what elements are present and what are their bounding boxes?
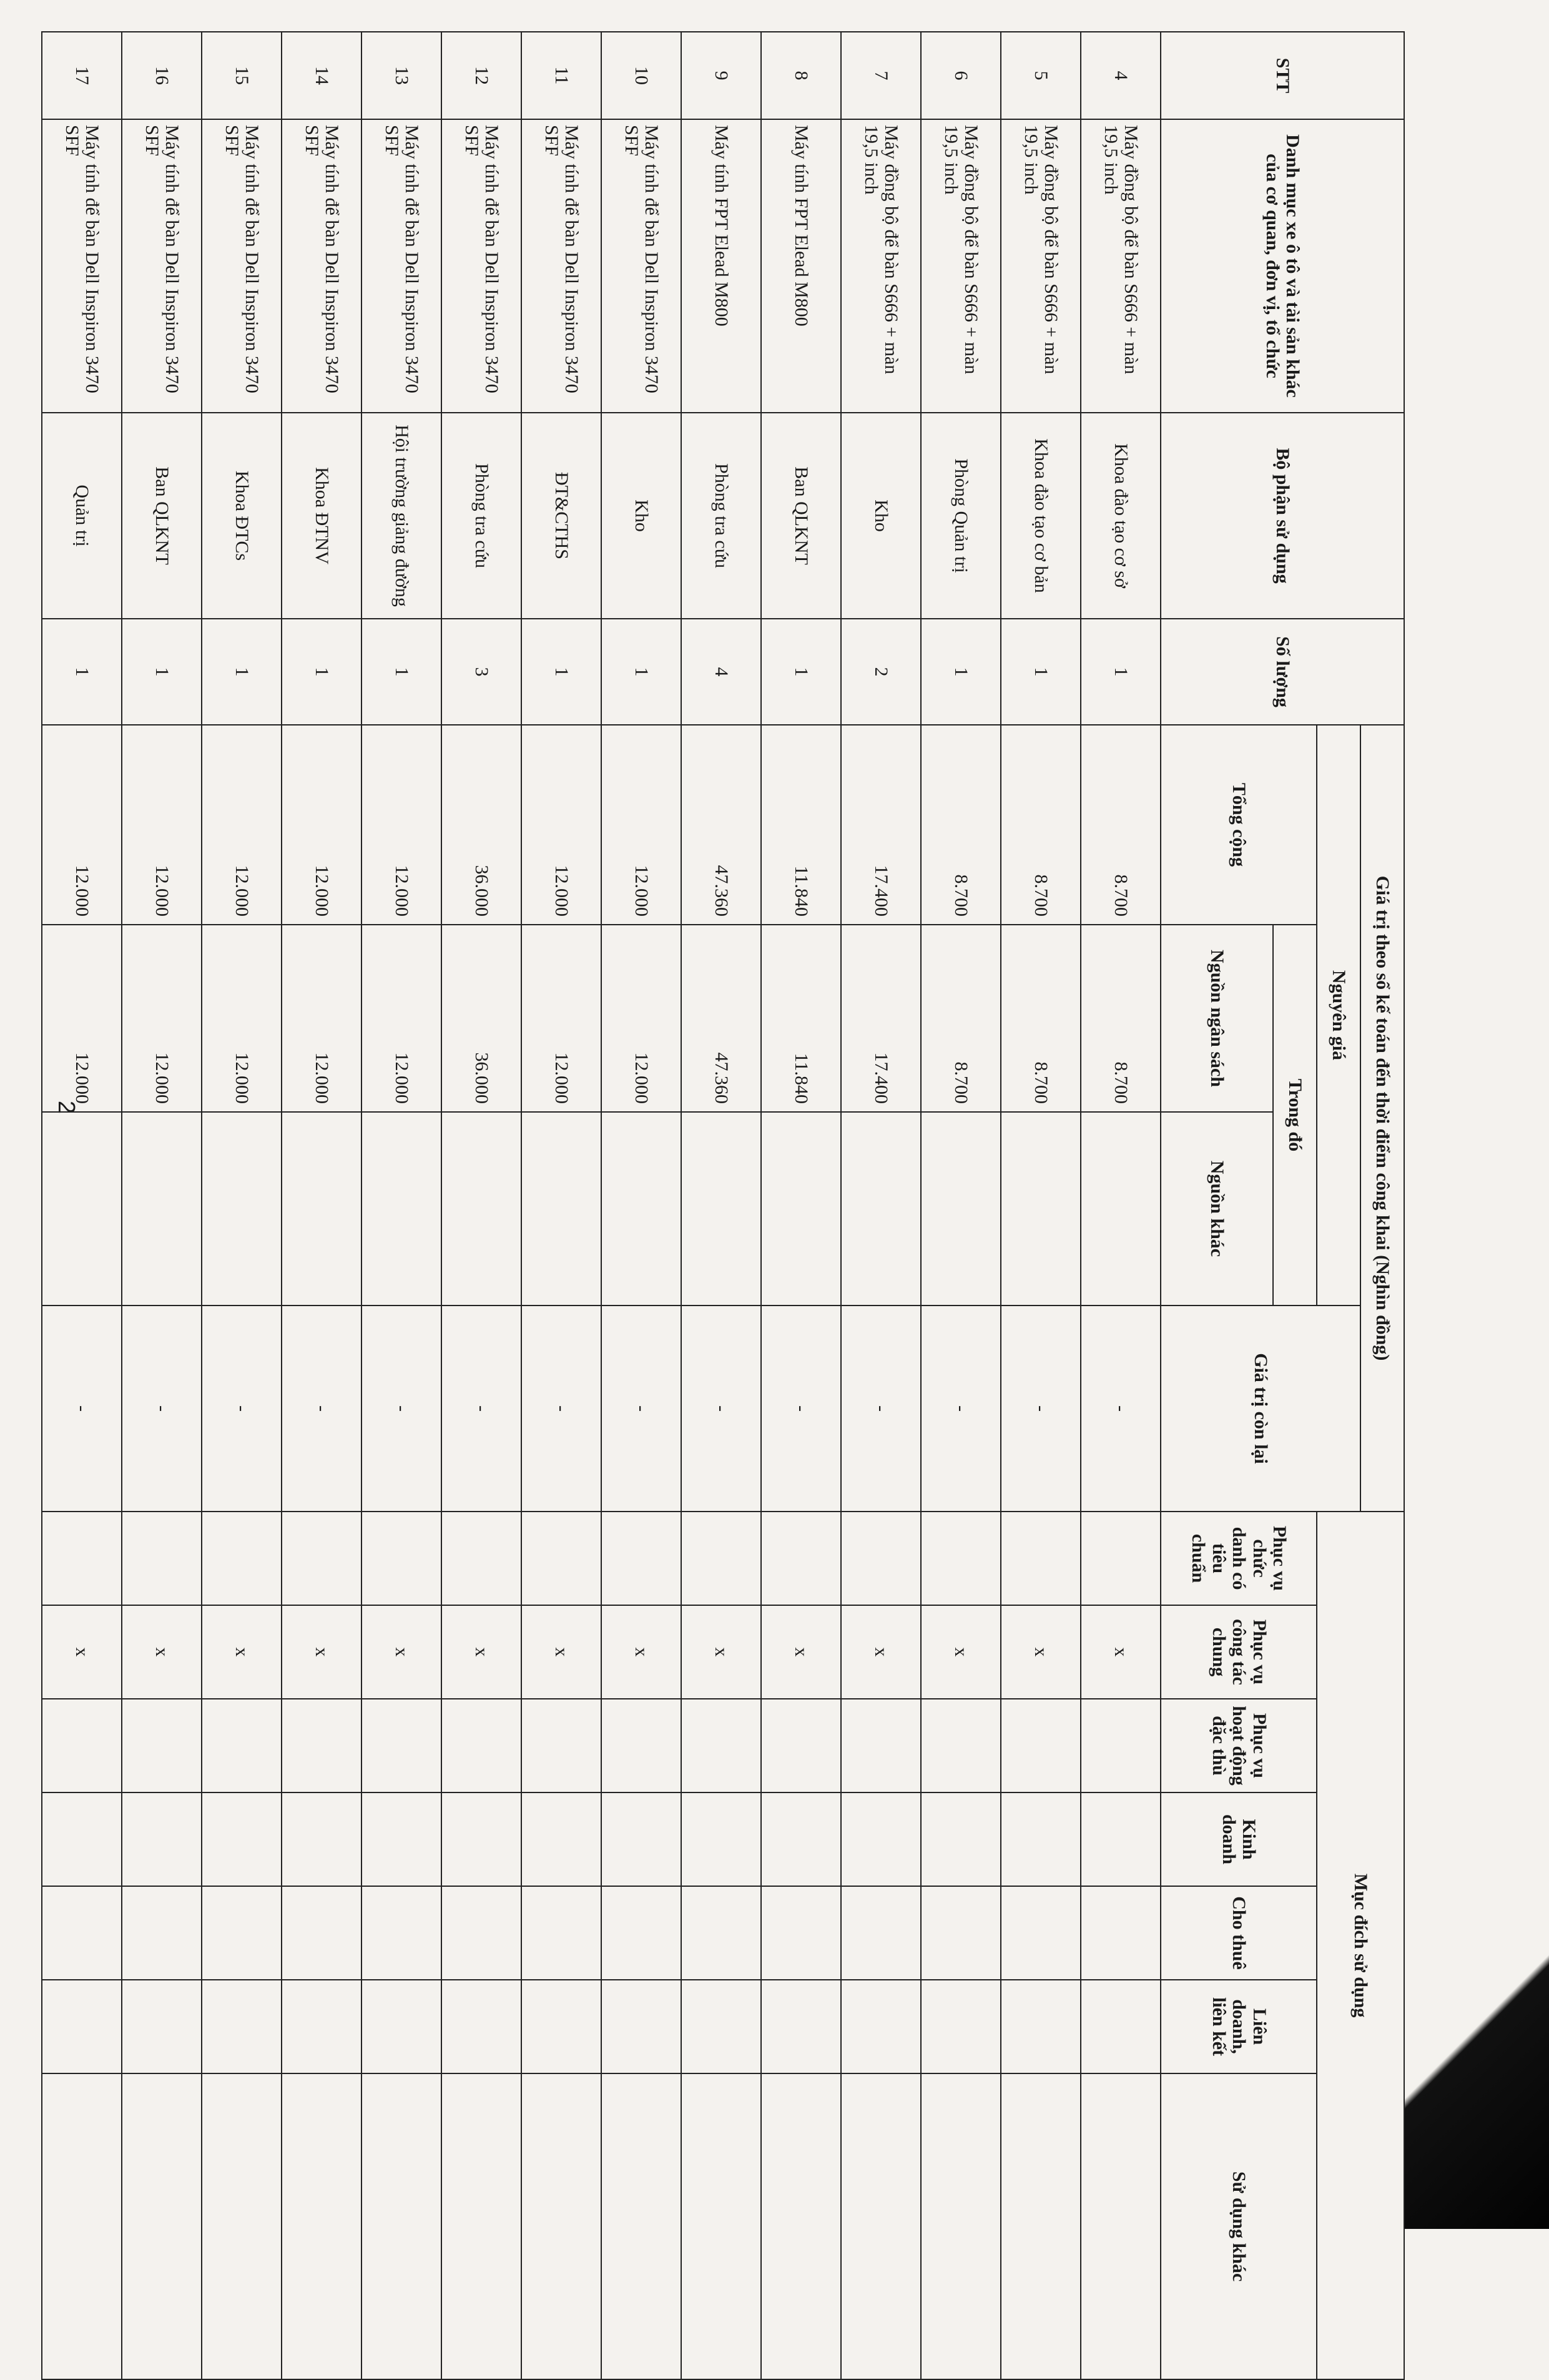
cell-stt: 12	[441, 32, 521, 119]
cell-purpose-3	[1001, 1699, 1081, 1792]
cell-name: Máy tính để bàn Dell Inspiron 3470 SFF	[521, 119, 601, 413]
cell-residual-value: -	[202, 1306, 282, 1512]
cell-stt: 15	[202, 32, 282, 119]
header-purpose-3: Phục vụ hoạt động đặc thù	[1161, 1699, 1317, 1792]
cell-purpose-1	[361, 1512, 441, 1605]
cell-total: 12.000	[361, 725, 441, 925]
cell-department: Khoa đào tạo cơ bản	[1001, 413, 1081, 619]
cell-purpose-6	[681, 1980, 761, 2073]
table-row	[921, 32, 1001, 2379]
cell-other-source	[921, 1112, 1001, 1306]
cell-other-source	[761, 1112, 841, 1306]
cell-quantity: 1	[521, 619, 601, 725]
cell-purpose-7	[601, 2073, 681, 2379]
cell-purpose-1	[282, 1512, 361, 1605]
cell-quantity: 4	[681, 619, 761, 725]
cell-purpose-1	[761, 1512, 841, 1605]
cell-name: Máy tính để bàn Dell Inspiron 3470 SFF	[202, 119, 282, 413]
cell-budget-source: 12.000	[42, 925, 122, 1112]
cell-stt: 4	[1081, 32, 1161, 119]
cell-residual-value: -	[761, 1306, 841, 1512]
cell-purpose-3	[841, 1699, 921, 1792]
table-row	[761, 32, 841, 2379]
cell-purpose-5	[1001, 1886, 1081, 1980]
cell-purpose-6	[42, 1980, 122, 2073]
cell-budget-source: 47.360	[681, 925, 761, 1112]
header-budget-source: Nguồn ngân sách	[1161, 925, 1273, 1112]
cell-department: Khoa đào tạo cơ sở	[1081, 413, 1161, 619]
cell-purpose-1	[521, 1512, 601, 1605]
cell-purpose-5	[841, 1886, 921, 1980]
cell-purpose-6	[601, 1980, 681, 2073]
cell-residual-value: -	[1001, 1306, 1081, 1512]
cell-purpose-4	[601, 1792, 681, 1886]
cell-residual-value: -	[282, 1306, 361, 1512]
cell-quantity: 1	[1001, 619, 1081, 725]
cell-residual-value: -	[42, 1306, 122, 1512]
cell-other-source	[122, 1112, 202, 1306]
cell-purpose-6	[761, 1980, 841, 2073]
cell-purpose-1	[1001, 1512, 1081, 1605]
cell-purpose-3	[681, 1699, 761, 1792]
cell-purpose-2: x	[1081, 1605, 1161, 1699]
cell-purpose-2: x	[42, 1605, 122, 1699]
table-row	[122, 32, 202, 2379]
cell-stt: 8	[761, 32, 841, 119]
cell-purpose-5	[521, 1886, 601, 1980]
cell-stt: 7	[841, 32, 921, 119]
header-purpose-6: Liên doanh, liên kết	[1161, 1980, 1317, 2073]
cell-purpose-6	[441, 1980, 521, 2073]
cell-department: Hội trường giảng đường	[361, 413, 441, 619]
cell-purpose-7	[1001, 2073, 1081, 2379]
cell-purpose-3	[42, 1699, 122, 1792]
cell-purpose-3	[1081, 1699, 1161, 1792]
cell-purpose-4	[42, 1792, 122, 1886]
cell-other-source	[361, 1112, 441, 1306]
cell-purpose-3	[761, 1699, 841, 1792]
cell-residual-value: -	[601, 1306, 681, 1512]
cell-total: 11.840	[761, 725, 841, 925]
cell-quantity: 1	[761, 619, 841, 725]
cell-other-source	[202, 1112, 282, 1306]
cell-department: Phòng tra cứu	[681, 413, 761, 619]
cell-purpose-7	[42, 2073, 122, 2379]
cell-purpose-6	[122, 1980, 202, 2073]
cell-quantity: 1	[601, 619, 681, 725]
cell-budget-source: 11.840	[761, 925, 841, 1112]
cell-total: 8.700	[921, 725, 1001, 925]
cell-purpose-4	[361, 1792, 441, 1886]
cell-name: Máy đồng bộ để bàn S666 + màn 19,5 inch	[841, 119, 921, 413]
cell-budget-source: 12.000	[601, 925, 681, 1112]
cell-purpose-6	[521, 1980, 601, 2073]
cell-purpose-1	[681, 1512, 761, 1605]
cell-name: Máy tính FPT Elead M800	[681, 119, 761, 413]
cell-name: Máy tính để bàn Dell Inspiron 3470 SFF	[441, 119, 521, 413]
cell-quantity: 1	[202, 619, 282, 725]
table-row	[521, 32, 601, 2379]
cell-quantity: 1	[1081, 619, 1161, 725]
cell-purpose-6	[202, 1980, 282, 2073]
cell-total: 12.000	[601, 725, 681, 925]
asset-table	[41, 31, 1405, 2380]
cell-purpose-2: x	[441, 1605, 521, 1699]
cell-residual-value: -	[361, 1306, 441, 1512]
cell-purpose-1	[441, 1512, 521, 1605]
cell-purpose-7	[681, 2073, 761, 2379]
cell-purpose-1	[601, 1512, 681, 1605]
header-purpose-group: Mục đích sử dụng	[1317, 1512, 1404, 2379]
cell-other-source	[42, 1112, 122, 1306]
cell-department: Ban QLKNT	[122, 413, 202, 619]
cell-other-source	[1081, 1112, 1161, 1306]
cell-quantity: 1	[122, 619, 202, 725]
cell-residual-value: -	[441, 1306, 521, 1512]
cell-department: Phòng Quản trị	[921, 413, 1001, 619]
cell-quantity: 1	[921, 619, 1001, 725]
cell-total: 12.000	[202, 725, 282, 925]
cell-purpose-5	[202, 1886, 282, 1980]
cell-total: 12.000	[122, 725, 202, 925]
header-purpose-1: Phục vụ chức danh có tiêu chuẩn	[1161, 1512, 1317, 1605]
cell-other-source	[681, 1112, 761, 1306]
cell-purpose-1	[841, 1512, 921, 1605]
page-number: 2	[53, 1100, 80, 1114]
cell-purpose-7	[921, 2073, 1001, 2379]
cell-quantity: 1	[282, 619, 361, 725]
cell-purpose-7	[282, 2073, 361, 2379]
cell-name: Máy đồng bộ để bàn S666 + màn 19,5 inch	[1081, 119, 1161, 413]
cell-purpose-7	[441, 2073, 521, 2379]
cell-total: 8.700	[1001, 725, 1081, 925]
cell-purpose-5	[601, 1886, 681, 1980]
cell-purpose-7	[202, 2073, 282, 2379]
table-row	[361, 32, 441, 2379]
cell-purpose-4	[921, 1792, 1001, 1886]
cell-purpose-4	[1001, 1792, 1081, 1886]
cell-purpose-1	[1081, 1512, 1161, 1605]
cell-name: Máy tính để bàn Dell Inspiron 3470 SFF	[282, 119, 361, 413]
cell-purpose-4	[761, 1792, 841, 1886]
cell-purpose-4	[521, 1792, 601, 1886]
cell-purpose-3	[202, 1699, 282, 1792]
cell-purpose-1	[42, 1512, 122, 1605]
cell-purpose-3	[601, 1699, 681, 1792]
cell-purpose-4	[202, 1792, 282, 1886]
cell-purpose-2: x	[601, 1605, 681, 1699]
cell-department: Kho	[601, 413, 681, 619]
cell-name: Máy tính để bàn Dell Inspiron 3470 SFF	[42, 119, 122, 413]
header-original-price: Nguyên giá	[1317, 725, 1360, 1306]
table-row	[841, 32, 921, 2379]
cell-purpose-5	[921, 1886, 1001, 1980]
cell-total: 12.000	[521, 725, 601, 925]
cell-other-source	[441, 1112, 521, 1306]
cell-department: Kho	[841, 413, 921, 619]
cell-purpose-6	[841, 1980, 921, 2073]
cell-purpose-7	[122, 2073, 202, 2379]
cell-purpose-5	[42, 1886, 122, 1980]
cell-purpose-7	[841, 2073, 921, 2379]
cell-budget-source: 12.000	[122, 925, 202, 1112]
cell-residual-value: -	[681, 1306, 761, 1512]
cell-budget-source: 12.000	[521, 925, 601, 1112]
cell-purpose-2: x	[761, 1605, 841, 1699]
cell-total: 12.000	[282, 725, 361, 925]
cell-name: Máy tính để bàn Dell Inspiron 3470 SFF	[361, 119, 441, 413]
cell-department: ĐT&CTHS	[521, 413, 601, 619]
header-purpose-2: Phục vụ công tác chung	[1161, 1605, 1317, 1699]
cell-other-source	[601, 1112, 681, 1306]
header-other-source: Nguồn khác	[1161, 1112, 1273, 1306]
cell-quantity: 1	[42, 619, 122, 725]
cell-purpose-2: x	[202, 1605, 282, 1699]
cell-purpose-3	[122, 1699, 202, 1792]
table-row	[202, 32, 282, 2379]
cell-residual-value: -	[122, 1306, 202, 1512]
cell-residual-value: -	[921, 1306, 1001, 1512]
cell-total: 36.000	[441, 725, 521, 925]
header-department: Bộ phận sử dụng	[1161, 413, 1404, 619]
cell-budget-source: 8.700	[1081, 925, 1161, 1112]
cell-name: Máy đồng bộ để bàn S666 + màn 19,5 inch	[921, 119, 1001, 413]
cell-total: 47.360	[681, 725, 761, 925]
rotated-page-content	[62, 31, 1405, 2282]
cell-residual-value: -	[841, 1306, 921, 1512]
cell-other-source	[282, 1112, 361, 1306]
cell-budget-source: 12.000	[361, 925, 441, 1112]
cell-purpose-1	[122, 1512, 202, 1605]
header-category: Danh mục xe ô tô và tài sản khác của cơ quan, đơn vị, tổ chức	[1161, 119, 1404, 413]
cell-budget-source: 12.000	[282, 925, 361, 1112]
cell-purpose-4	[1081, 1792, 1161, 1886]
cell-quantity: 3	[441, 619, 521, 725]
cell-purpose-5	[282, 1886, 361, 1980]
header-value-group: Giá trị theo sổ kế toán đến thời điểm công khai (Nghìn đồng)	[1360, 725, 1404, 1512]
cell-residual-value: -	[1081, 1306, 1161, 1512]
scan-shadow-corner	[1405, 1904, 1549, 2229]
header-quantity: Số lượng	[1161, 619, 1404, 725]
cell-purpose-2: x	[282, 1605, 361, 1699]
cell-purpose-4	[841, 1792, 921, 1886]
cell-purpose-2: x	[921, 1605, 1001, 1699]
cell-budget-source: 8.700	[1001, 925, 1081, 1112]
table-row	[42, 32, 122, 2379]
table-row	[441, 32, 521, 2379]
cell-purpose-6	[361, 1980, 441, 2073]
cell-other-source	[1001, 1112, 1081, 1306]
cell-purpose-1	[202, 1512, 282, 1605]
cell-name: Máy tính FPT Elead M800	[761, 119, 841, 413]
cell-stt: 11	[521, 32, 601, 119]
cell-purpose-4	[122, 1792, 202, 1886]
cell-department: Ban QLKNT	[761, 413, 841, 619]
cell-department: Khoa ĐTCs	[202, 413, 282, 619]
table-row	[681, 32, 761, 2379]
cell-department: Phòng tra cứu	[441, 413, 521, 619]
cell-purpose-5	[761, 1886, 841, 1980]
header-purpose-7: Sử dụng khác	[1161, 2073, 1317, 2379]
cell-purpose-5	[361, 1886, 441, 1980]
cell-purpose-6	[1081, 1980, 1161, 2073]
cell-budget-source: 12.000	[202, 925, 282, 1112]
cell-purpose-6	[921, 1980, 1001, 2073]
cell-budget-source: 8.700	[921, 925, 1001, 1112]
cell-budget-source: 36.000	[441, 925, 521, 1112]
cell-purpose-5	[681, 1886, 761, 1980]
cell-purpose-3	[361, 1699, 441, 1792]
cell-stt: 10	[601, 32, 681, 119]
cell-purpose-7	[521, 2073, 601, 2379]
cell-quantity: 2	[841, 619, 921, 725]
table-row	[1081, 32, 1161, 2379]
cell-purpose-7	[361, 2073, 441, 2379]
cell-purpose-3	[441, 1699, 521, 1792]
cell-total: 17.400	[841, 725, 921, 925]
cell-purpose-6	[282, 1980, 361, 2073]
cell-purpose-5	[1081, 1886, 1161, 1980]
header-total: Tổng cộng	[1161, 725, 1317, 925]
cell-name: Máy đồng bộ để bàn S666 + màn 19,5 inch	[1001, 119, 1081, 413]
cell-purpose-2: x	[841, 1605, 921, 1699]
cell-purpose-1	[921, 1512, 1001, 1605]
header-stt: STT	[1161, 32, 1404, 119]
cell-purpose-7	[1081, 2073, 1161, 2379]
cell-stt: 9	[681, 32, 761, 119]
cell-purpose-3	[921, 1699, 1001, 1792]
table-row	[1001, 32, 1081, 2379]
table-row	[601, 32, 681, 2379]
cell-stt: 5	[1001, 32, 1081, 119]
cell-purpose-2: x	[681, 1605, 761, 1699]
cell-total: 12.000	[42, 725, 122, 925]
table-body	[42, 32, 1161, 2379]
cell-stt: 14	[282, 32, 361, 119]
cell-residual-value: -	[521, 1306, 601, 1512]
cell-purpose-5	[122, 1886, 202, 1980]
header-purpose-4: Kinh doanh	[1161, 1792, 1317, 1886]
cell-stt: 6	[921, 32, 1001, 119]
cell-quantity: 1	[361, 619, 441, 725]
cell-purpose-4	[441, 1792, 521, 1886]
cell-purpose-3	[521, 1699, 601, 1792]
cell-stt: 16	[122, 32, 202, 119]
cell-purpose-5	[441, 1886, 521, 1980]
cell-department: Khoa ĐTNV	[282, 413, 361, 619]
cell-purpose-4	[681, 1792, 761, 1886]
cell-purpose-2: x	[361, 1605, 441, 1699]
cell-purpose-2: x	[122, 1605, 202, 1699]
header-of-which: Trong đó	[1273, 925, 1317, 1306]
table-row	[282, 32, 361, 2379]
cell-purpose-4	[282, 1792, 361, 1886]
cell-stt: 13	[361, 32, 441, 119]
cell-stt: 17	[42, 32, 122, 119]
cell-name: Máy tính để bàn Dell Inspiron 3470 SFF	[122, 119, 202, 413]
cell-purpose-7	[761, 2073, 841, 2379]
cell-budget-source: 17.400	[841, 925, 921, 1112]
cell-total: 8.700	[1081, 725, 1161, 925]
header-purpose-5: Cho thuê	[1161, 1886, 1317, 1980]
cell-purpose-2: x	[1001, 1605, 1081, 1699]
header-residual-value: Giá trị còn lại	[1161, 1306, 1360, 1512]
cell-department: Quản trị	[42, 413, 122, 619]
cell-other-source	[521, 1112, 601, 1306]
cell-name: Máy tính để bàn Dell Inspiron 3470 SFF	[601, 119, 681, 413]
cell-purpose-6	[1001, 1980, 1081, 2073]
cell-purpose-3	[282, 1699, 361, 1792]
cell-purpose-2: x	[521, 1605, 601, 1699]
cell-other-source	[841, 1112, 921, 1306]
